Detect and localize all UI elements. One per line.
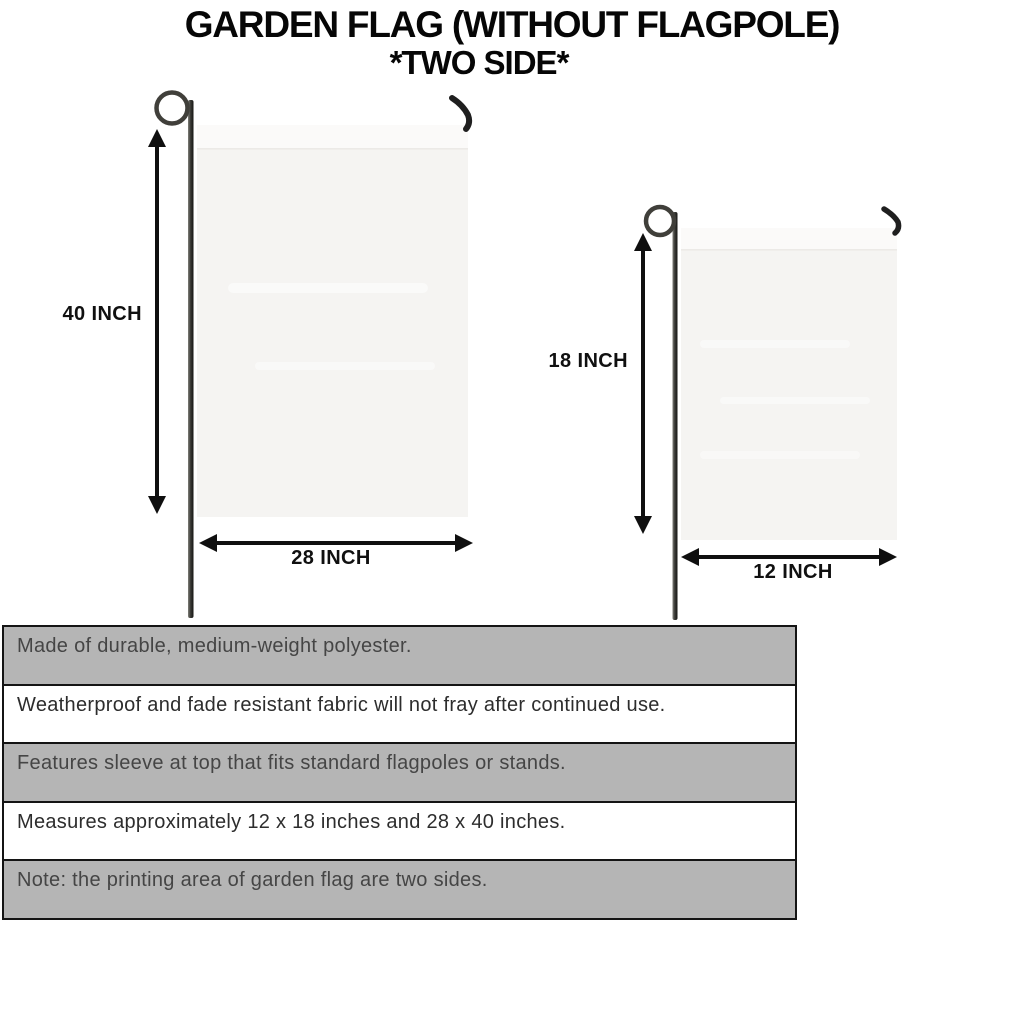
large-flag-pole-loop [157, 93, 188, 124]
large-flag-height-label: 40 INCH [62, 303, 142, 325]
large-flag-fold-highlight [255, 362, 435, 370]
title-line-1: GARDEN FLAG (WITHOUT FLAGPOLE) [184, 4, 840, 45]
large-flag-fold-highlight [228, 283, 428, 293]
small-flag-height-arrow [634, 233, 652, 534]
small-flag-sleeve-seam [681, 249, 897, 251]
small-flag-sleeve [681, 228, 897, 250]
product-features-table [2, 625, 797, 920]
feature-row: Note: the printing area of garden flag are two sides. [4, 859, 795, 918]
small-flag-fold-highlight [700, 451, 860, 459]
small-flag-width-label: 12 INCH [753, 561, 833, 583]
large-flag-diagram [148, 93, 473, 619]
large-flag-sleeve-seam [197, 148, 468, 150]
feature-row: Features sleeve at top that fits standard flagpoles or stands. [4, 742, 795, 801]
small-flag-height-label: 18 INCH [548, 350, 628, 372]
large-flag-sleeve [197, 125, 468, 149]
feature-row: Measures approximately 12 x 18 inches and 28 x 40 inches. [4, 801, 795, 860]
large-flag-pole [188, 100, 194, 618]
large-flag-width-label: 28 INCH [291, 547, 371, 569]
small-flag-fabric [681, 228, 897, 540]
large-flag-hook-icon [452, 98, 469, 129]
feature-row: Weatherproof and fade resistant fabric will not fray after continued use. [4, 684, 795, 743]
large-flag-fabric [197, 125, 468, 517]
small-flag-fold-highlight [720, 397, 870, 404]
large-flag-height-arrow [148, 129, 166, 514]
feature-row: Made of durable, medium-weight polyester. [4, 627, 795, 684]
small-flag-pole-loop [646, 207, 674, 235]
small-flag-pole [673, 212, 678, 620]
title-line-2: *TWO SIDE* [389, 44, 569, 81]
small-flag-diagram [634, 207, 899, 620]
small-flag-fold-highlight [700, 340, 850, 348]
